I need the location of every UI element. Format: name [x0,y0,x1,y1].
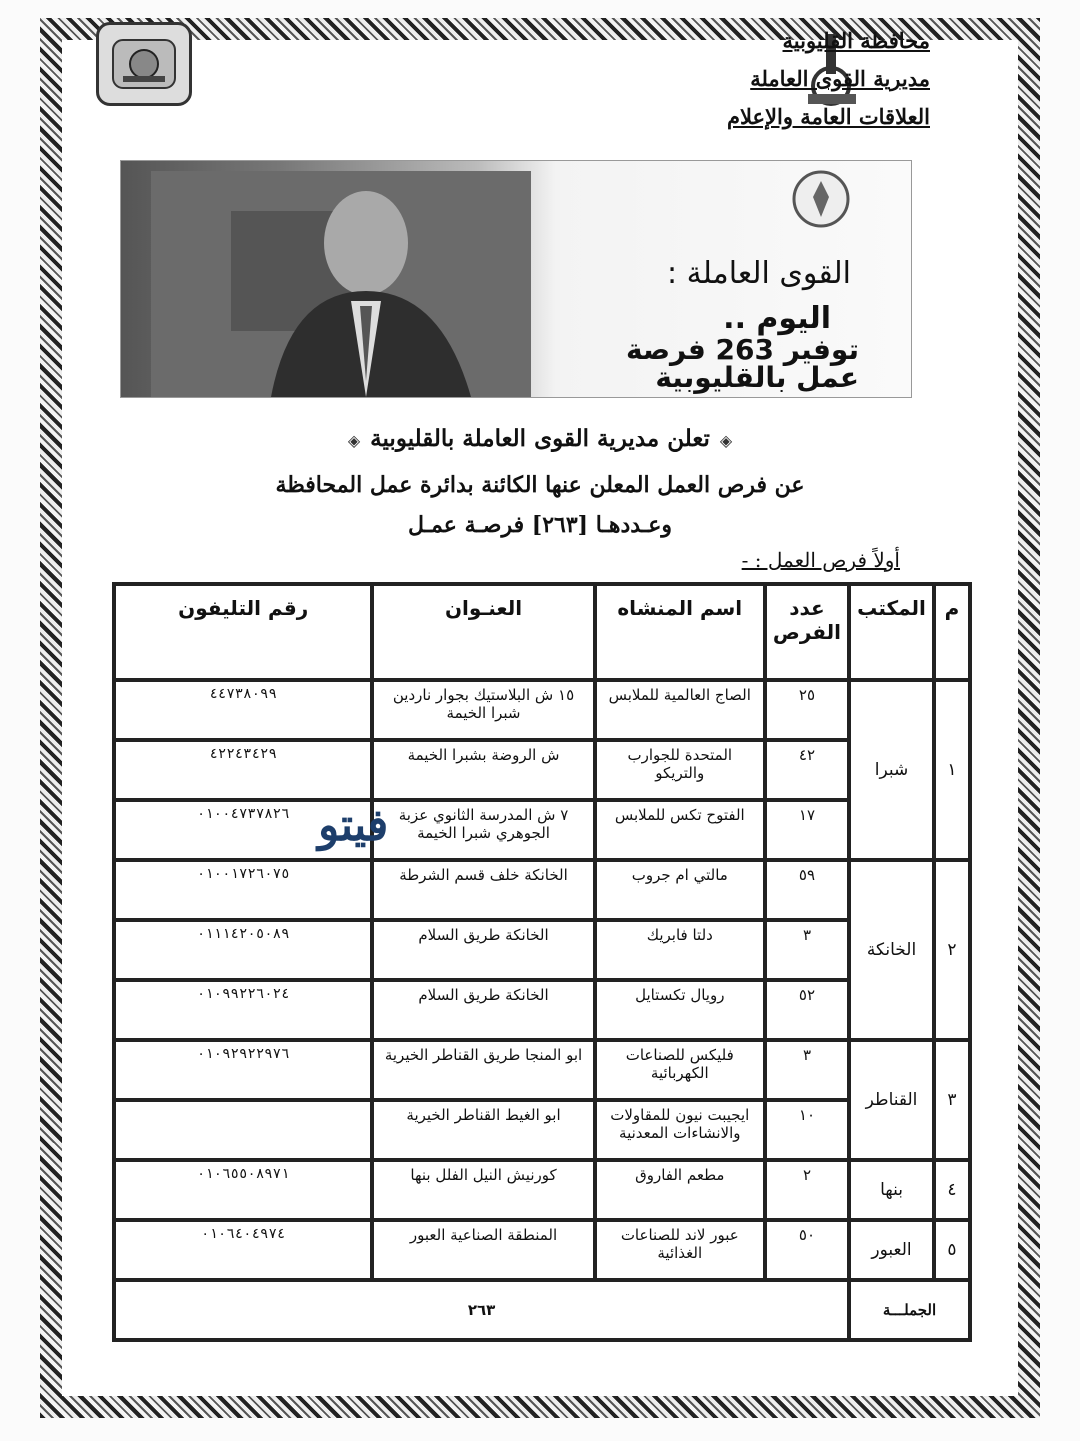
table-row [114,1040,970,1100]
company-phone: ٤٤٧٣٨٠٩٩ [114,680,372,740]
governorate-name: محافظة القليوبية [782,28,930,53]
company-phone: ٠١٠٩٢٩٢٢٩٧٦ [114,1040,372,1100]
table-row [114,740,970,800]
announcement-line-3: وعـددهـا [٢٦٣] فرصـة عمـل [407,512,673,538]
job-count: ٣ [765,920,849,980]
table-row [114,1160,970,1220]
company-address: الخانكة طريق السلام [372,920,594,980]
table-row [114,980,970,1040]
company-name: عبور لاند للصناعات الغذائية [595,1220,765,1280]
company-phone: ٤٢٢٤٣٤٢٩ [114,740,372,800]
row-number: ٢ [934,860,970,1040]
table-row [114,1100,970,1160]
banner-today: اليوم .. [723,301,831,336]
col-header-company: اسم المنشاه [595,584,765,680]
company-phone: ٠١٠٠٤٧٣٧٨٢٦ [114,800,372,860]
directorate-seal-logo [96,22,192,106]
table-row [114,1220,970,1280]
table-row [114,920,970,980]
table-row [114,860,970,920]
news-banner [120,160,912,398]
job-count: ٤٢ [765,740,849,800]
jobs-table [112,582,972,1342]
announcement-line-2: عن فرص العمل المعلن عنها الكائنة بدائرة عمل المحافظة [275,472,805,498]
job-count: ٣ [765,1040,849,1100]
company-address: الخانكة طريق السلام [372,980,594,1040]
table-row [114,680,970,740]
directorate-name: مديرية القوى العاملة [750,66,930,91]
company-address: ٧ ش المدرسة الثانوي عزبة الجوهري شبرا الخيمة [372,800,594,860]
row-number: ٣ [934,1040,970,1160]
company-address: الخانكة خلف قسم الشرطة [372,860,594,920]
company-name: المتحدة للجوارب والتريكو [595,740,765,800]
company-phone: ٠١٠٠١٧٢٦٠٧٥ [114,860,372,920]
total-label: الجملـــة [849,1280,970,1340]
governorate-header [710,22,930,147]
total-row [114,1280,970,1340]
col-header-office: المكتب [849,584,934,680]
vetogate-watermark-logo: فيتو [318,800,389,851]
company-name: فليكس للصناعات الكهربائية [595,1040,765,1100]
office-name: شبرا [849,680,934,860]
section-title: أولاً فرص العمل : - [741,548,900,572]
job-count: ٥٩ [765,860,849,920]
col-header-address: العنـوان [372,584,594,680]
department-name: العلاقات العامة والإعلام [726,104,930,129]
company-phone: ٠١٠٦٤٠٤٩٧٤ [114,1220,372,1280]
row-number: ٥ [934,1220,970,1280]
company-name: رويال تكستايل [595,980,765,1040]
table-header-row [114,584,970,680]
job-count: ٢ [765,1160,849,1220]
col-header-count: عدد الفرص [765,584,849,680]
job-count: ٥٢ [765,980,849,1040]
office-name: العبور [849,1220,934,1280]
company-address: المنطقة الصناعية العبور [372,1220,594,1280]
row-number: ١ [934,680,970,860]
company-name: الصاج العالمية للملابس [595,680,765,740]
company-name: مطعم الفاروق [595,1160,765,1220]
company-name: مالتي ام جروب [595,860,765,920]
job-count: ١٠ [765,1100,849,1160]
ministry-eagle-logo [791,169,851,229]
banner-headline: القوى العاملة : [667,256,851,291]
row-number: ٤ [934,1160,970,1220]
minister-photo [151,171,531,397]
col-header-phone: رقم التليفون [114,584,372,680]
job-count: ٢٥ [765,680,849,740]
office-name: القناطر [849,1040,934,1160]
col-header-number: م [934,584,970,680]
company-name: ايجيبت نيون للمقاولات والانشاءات المعدنية [595,1100,765,1160]
announcement-title [0,425,1080,452]
company-phone: ٠١٠٦٥٥٠٨٩٧١ [114,1160,372,1220]
office-name: الخانكة [849,860,934,1040]
company-address: ش الروضة بشبرا الخيمة [372,740,594,800]
company-address: ابو المنجا طريق القناطر الخيرية [372,1040,594,1100]
total-value: ٢٦٣ [114,1280,849,1340]
company-phone [114,1100,372,1160]
banner-location: عمل بالقليوبية [655,361,859,394]
company-address: ١٥ ش البلاستيك بجوار ناردين شبرا الخيمة [372,680,594,740]
table-row [114,800,970,860]
job-count: ١٧ [765,800,849,860]
banner-jobs-count: توفير 263 فرصة [626,333,859,366]
company-name: الفتوح تكس للملابس [595,800,765,860]
job-count: ٥٠ [765,1220,849,1280]
diamond-ornament-icon: ◈ [719,431,733,450]
announcement-line-1: تعلن مديرية القوى العاملة بالقليوبية [370,425,710,452]
company-name: دلتا فابريك [595,920,765,980]
company-phone: ٠١١١٤٢٠٥٠٨٩ [114,920,372,980]
diamond-ornament-icon: ◈ [347,431,361,450]
company-phone: ٠١٠٩٩٢٢٦٠٢٤ [114,980,372,1040]
company-address: ابو الغيط القناطر الخيرية [372,1100,594,1160]
company-address: كورنيش النيل الفلل بنها [372,1160,594,1220]
office-name: بنها [849,1160,934,1220]
